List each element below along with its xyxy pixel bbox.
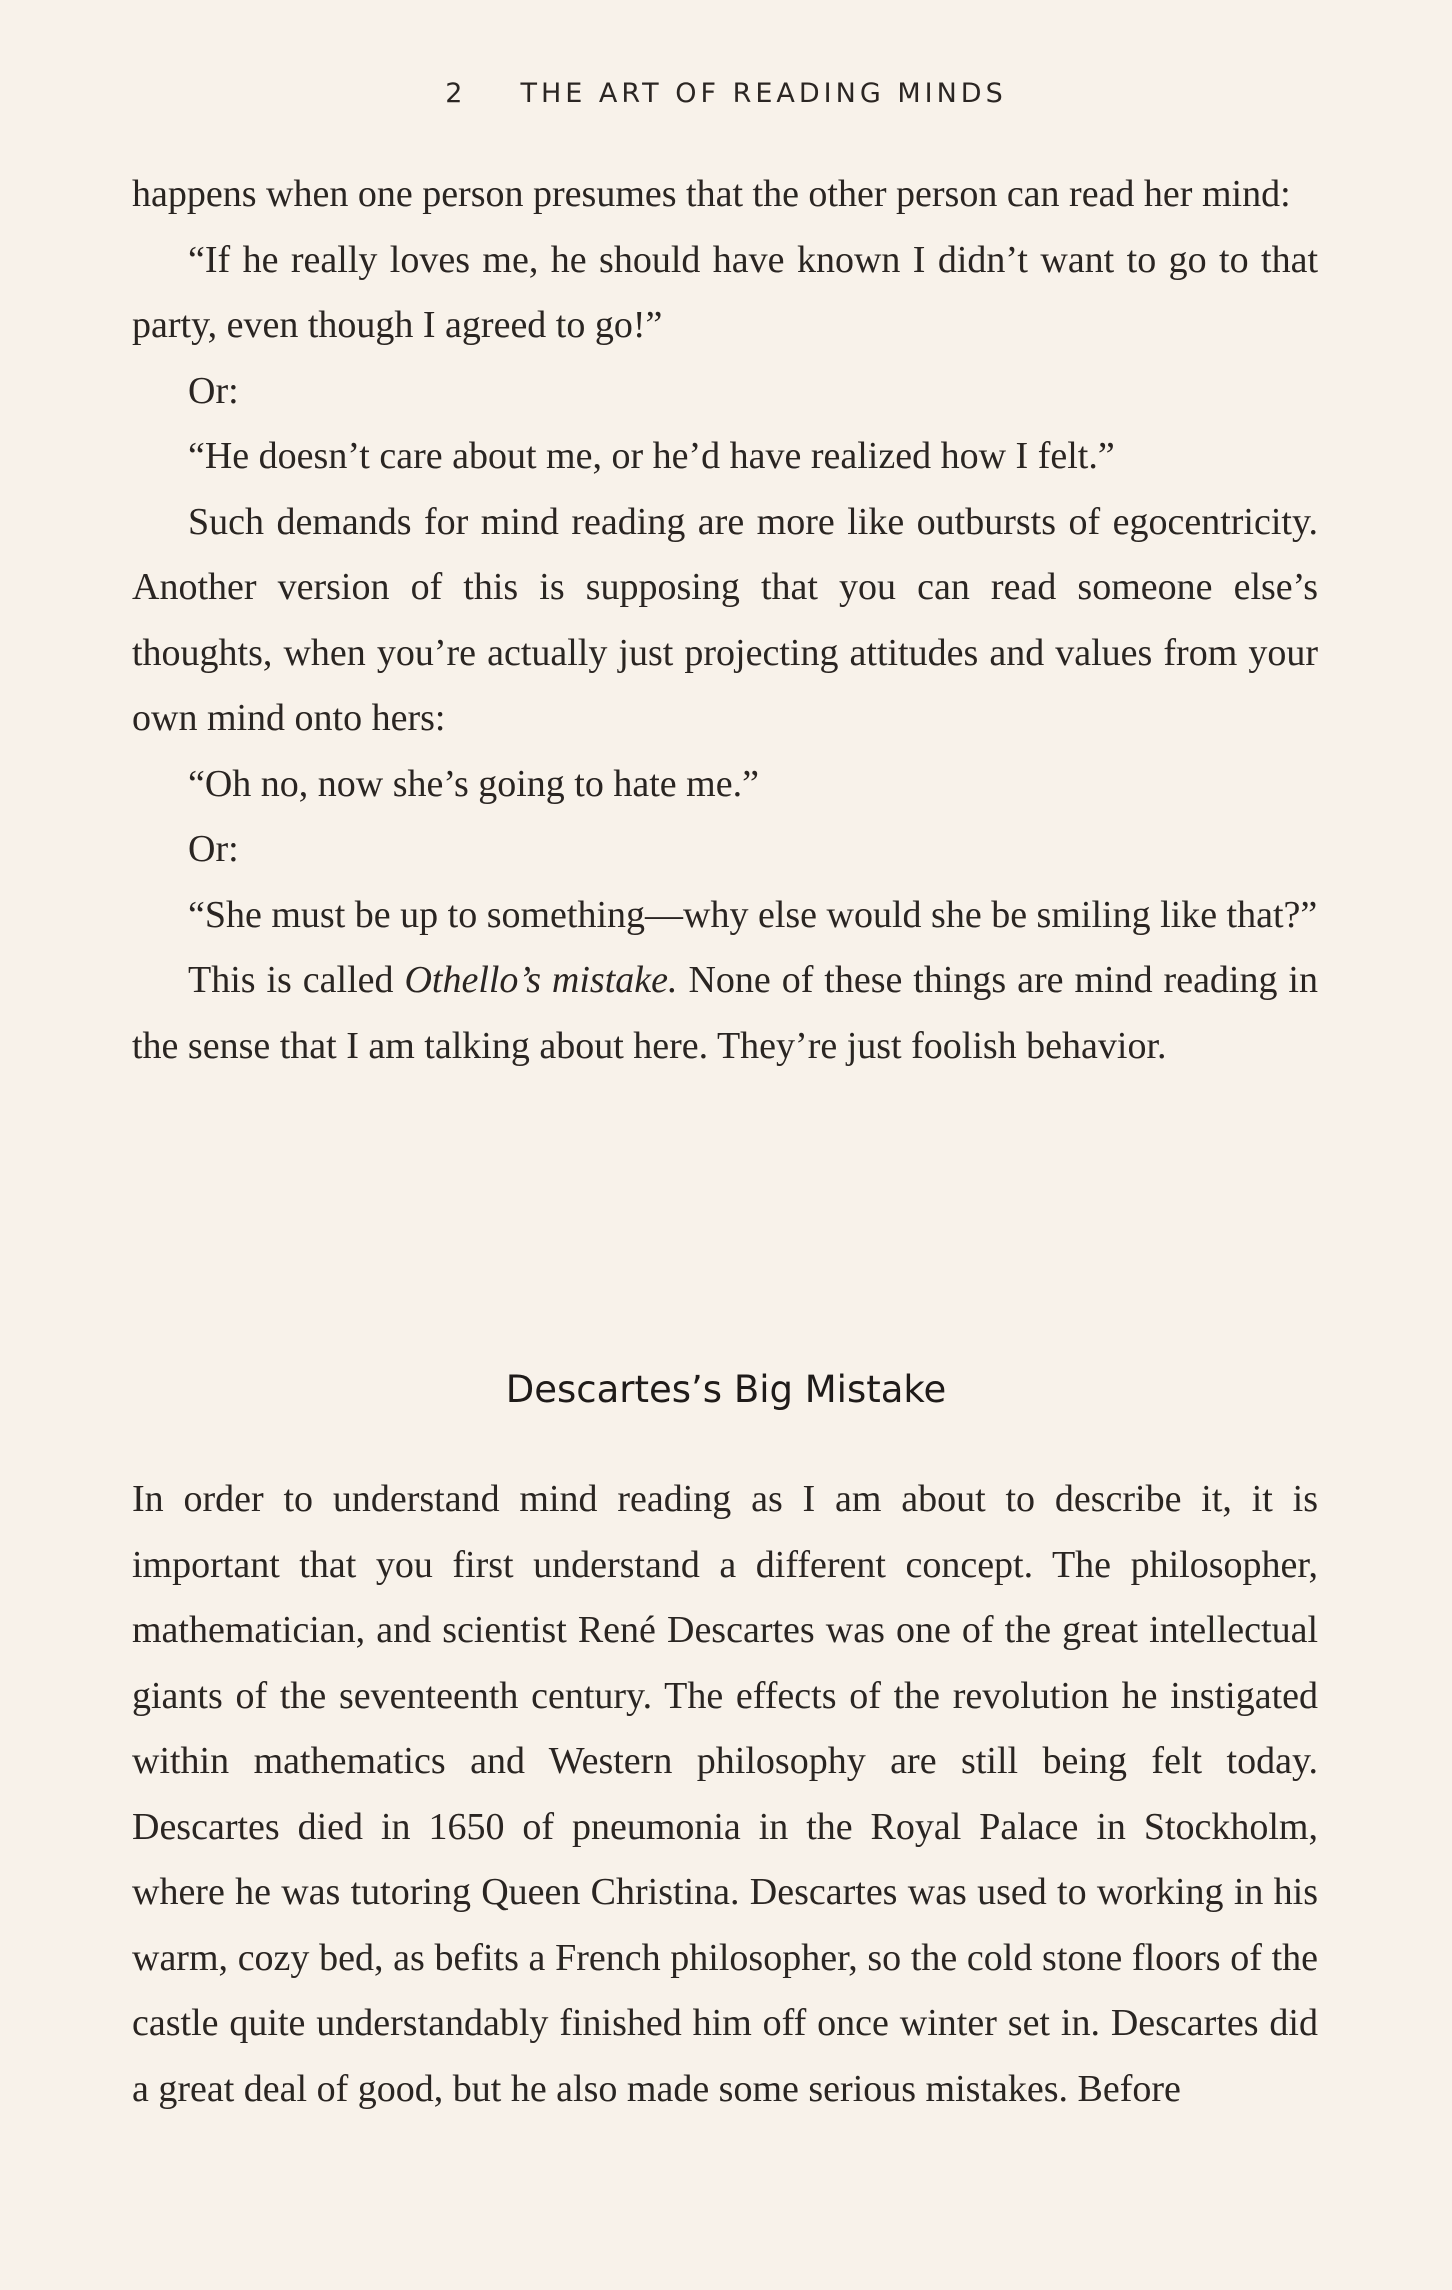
othello-text-after: None of these things are mind reading in the sense that I am talking about here. They’re just foolish behavior.	[132, 959, 1318, 1067]
paragraph-descartes: In order to understand mind reading as I am about to describe it, it is important that you first understand a different concept. The philosopher, mathematician, and scientist René Descartes was one of the great intellectual giants of the seventeenth century. The effects of the revolution he instigated within mathematics and Western philosophy are still being felt today. Descartes died in 1650 of pneumonia in the Royal Palace in Stockholm, where he was tutoring Queen Christina. Descartes was used to working in his warm, cozy bed, as befits a French philosopher, so the cold stone floors of the castle quite understandably finished him off once winter set in. Descartes did a great deal of good, but he also made some serious mistakes. Before	[132, 1478, 1318, 2110]
text-block-top	[132, 162, 1318, 1079]
quote-doesnt-care: “He doesn’t care about me, or he’d have realized how I felt.”	[188, 435, 1115, 477]
or-line-1: Or:	[188, 369, 239, 412]
quote-party: “If he really loves me, he should have known I didn’t want to go to that party, even though I agreed to go!”	[132, 238, 1318, 346]
paragraph-continuation: happens when one person presumes that the other person can read her mind:	[132, 173, 1291, 215]
running-header	[0, 78, 1452, 109]
quote-hate-me: “Oh no, now she’s going to hate me.”	[188, 762, 759, 805]
page-number: 2	[445, 78, 463, 109]
othello-mistake-term: Othello’s mistake.	[404, 959, 678, 1001]
quote-smiling: “She must be up to something—why else would she be smiling like that?”	[188, 893, 1318, 936]
othello-text-before: This is called	[188, 959, 405, 1001]
paragraph-egocentricity: Such demands for mind reading are more like outbursts of egocentricity. Another version of this is supposing that you can read someone else’s thoughts, when you’re actually just projecting attitudes and values from your own mind onto hers:	[132, 500, 1318, 739]
text-block-bottom	[132, 1467, 1318, 2122]
or-line-2: Or:	[188, 828, 239, 870]
paragraph-othello	[132, 948, 1318, 1079]
running-title: THE ART OF READING MINDS	[520, 78, 1007, 109]
section-heading: Descartes’s Big Mistake	[505, 1368, 947, 1411]
